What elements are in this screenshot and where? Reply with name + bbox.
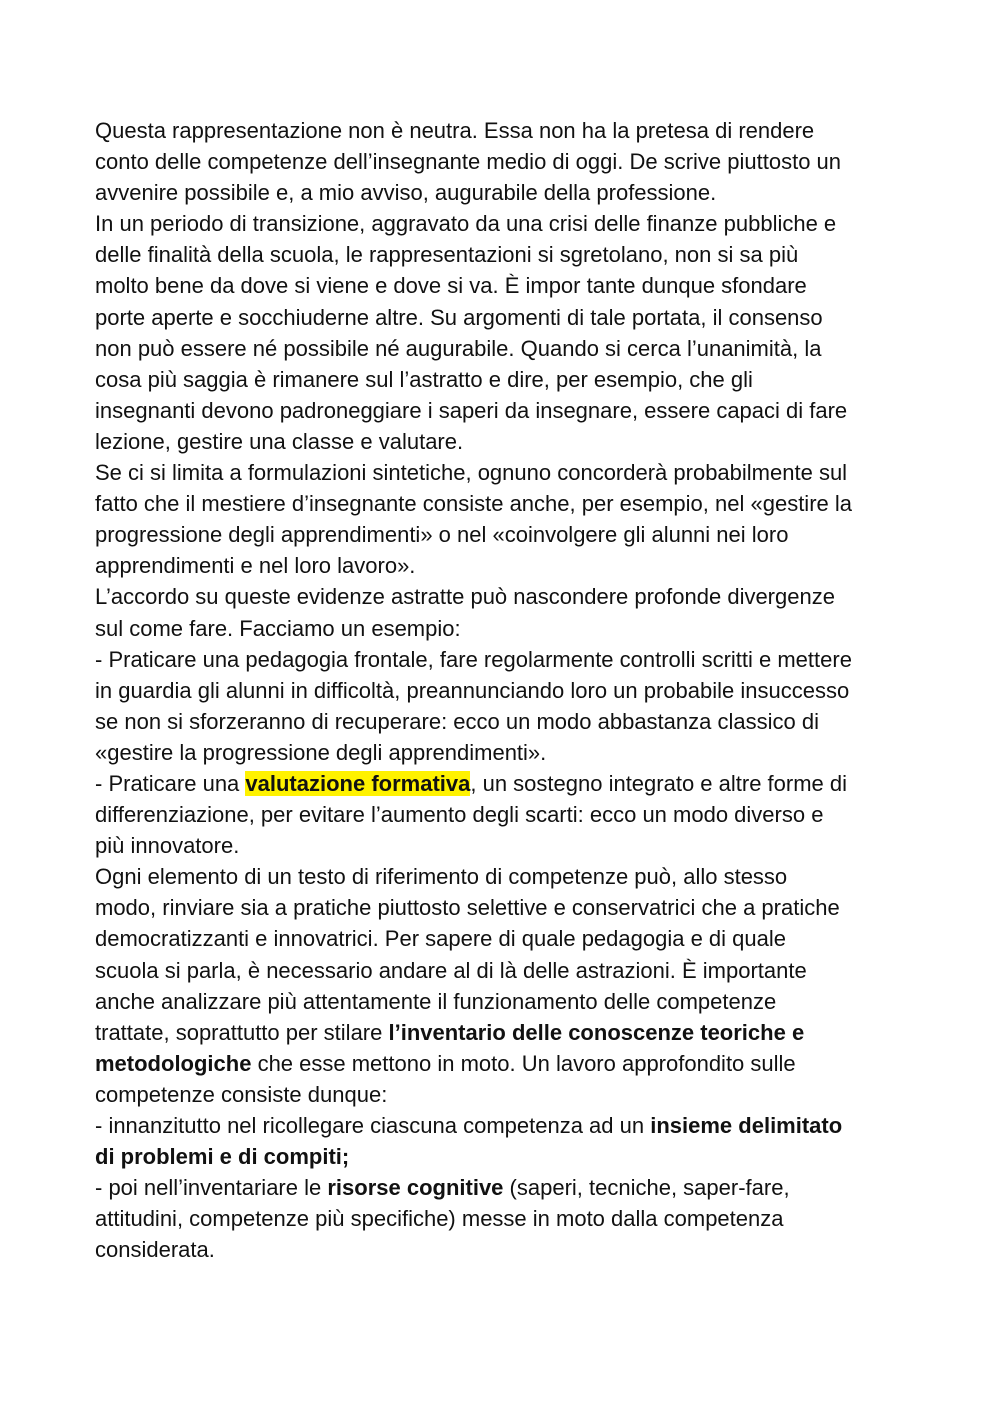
- text-line: [95, 550, 910, 581]
- text-line: [95, 613, 910, 644]
- text-line: [95, 395, 910, 426]
- text-segment: non può essere né possibile né augurabile. Quando si cerca l’unanimità, la: [95, 335, 822, 361]
- text-segment: «gestire la progressione degli apprendimenti».: [95, 739, 547, 765]
- text-line: [95, 1110, 910, 1141]
- text-line: [95, 768, 910, 799]
- bold-text: insieme delimitato: [650, 1113, 843, 1138]
- text-line: [95, 270, 910, 301]
- text-segment: considerata.: [95, 1237, 215, 1263]
- text-line: [95, 675, 910, 706]
- bold-text: risorse cognitive: [327, 1175, 504, 1201]
- text-line: [95, 1017, 910, 1048]
- text-segment: progressione degli apprendimenti» o nel «coinvolgere gli alunni nei loro: [95, 522, 789, 548]
- bold-text: di problemi e di compiti;: [95, 1144, 350, 1170]
- text-line: [95, 892, 910, 923]
- text-line: [95, 1048, 910, 1079]
- text-segment: che esse mettono in moto. Un lavoro approfondito sulle: [251, 1050, 796, 1076]
- text-segment: - innanzitutto nel ricollegare ciascuna competenza ad un: [95, 1113, 651, 1138]
- text-segment: apprendimenti e nel loro lavoro».: [95, 553, 416, 579]
- text-line: [95, 457, 910, 488]
- text-segment: delle finalità della scuola, le rappresentazioni si sgretolano, non si sa più: [95, 242, 799, 268]
- text-segment: - Praticare una pedagogia frontale, fare regolarmente controlli scritti e mettere: [95, 646, 852, 672]
- text-line: [95, 239, 910, 270]
- text-segment: - Praticare una: [95, 770, 246, 796]
- text-segment: scuola si parla, è necessario andare al di là delle astrazioni. È importante: [95, 957, 807, 983]
- text-line: [95, 737, 910, 768]
- text-line: [95, 208, 910, 239]
- text-segment: lezione, gestire una classe e valutare.: [95, 428, 464, 454]
- text-line: [95, 177, 910, 208]
- text-line: [95, 955, 910, 986]
- text-segment: Ogni elemento di un testo di riferimento di competenze può, allo stesso: [95, 864, 788, 890]
- text-line: [95, 799, 910, 830]
- text-segment: più innovatore.: [95, 833, 240, 859]
- text-line: [95, 1172, 910, 1203]
- text-segment: anche analizzare più attentamente il funzionamento delle competenze: [95, 988, 777, 1014]
- text-segment: modo, rinviare sia a pratiche piuttosto selettive e conservatrici che a pratiche: [95, 895, 840, 921]
- text-segment: se non si sforzeranno di recuperare: ecco un modo abbastanza classico di: [95, 708, 819, 734]
- text-line: [95, 644, 910, 675]
- text-segment: In un periodo di transizione, aggravato da una crisi delle finanze pubbliche e: [95, 211, 837, 237]
- text-line: [95, 861, 910, 892]
- text-segment: competenze consiste dunque:: [95, 1081, 388, 1107]
- bold-text: l’inventario delle conoscenze teoriche e: [388, 1019, 805, 1045]
- text-line: [95, 115, 910, 146]
- text-segment: attitudini, competenze più specifiche) messe in moto dalla competenza: [95, 1206, 784, 1232]
- text-segment: fatto che il mestiere d’insegnante consiste anche, per esempio, nel «gestire la: [95, 491, 852, 517]
- text-line: [95, 1203, 910, 1234]
- document-body: [95, 115, 910, 1265]
- text-segment: trattate, soprattutto per stilare: [95, 1019, 389, 1045]
- text-line: [95, 986, 910, 1017]
- text-segment: (saperi, tecniche, saper-fare,: [503, 1175, 790, 1201]
- highlighted-text: valutazione formativa: [245, 770, 471, 796]
- text-line: [95, 364, 910, 395]
- text-segment: insegnanti devono padroneggiare i saperi da insegnare, essere capaci di fare: [95, 397, 848, 423]
- text-segment: differenziazione, per evitare l’aumento degli scarti: ecco un modo diverso e: [95, 802, 824, 828]
- text-line: [95, 1079, 910, 1110]
- document-page: [95, 115, 910, 1265]
- text-segment: avvenire possibile e, a mio avviso, augurabile della professione.: [95, 180, 717, 206]
- text-line: [95, 302, 910, 333]
- text-line: [95, 830, 910, 861]
- text-segment: L’accordo su queste evidenze astratte può nascondere profonde divergenze: [95, 584, 835, 610]
- text-line: [95, 1141, 910, 1172]
- text-segment: in guardia gli alunni in difficoltà, preannunciando loro un probabile insuccesso: [95, 677, 850, 703]
- text-segment: Questa rappresentazione non è neutra. Essa non ha la pretesa di rendere: [95, 118, 815, 143]
- text-segment: sul come fare. Facciamo un esempio:: [95, 615, 461, 641]
- text-line: [95, 519, 910, 550]
- text-segment: conto delle competenze dell’insegnante medio di oggi. De scrive piuttosto un: [95, 149, 842, 175]
- text-line: [95, 426, 910, 457]
- text-segment: Se ci si limita a formulazioni sintetiche, ognuno concorderà probabilmente sul: [95, 460, 848, 486]
- text-segment: porte aperte e socchiuderne altre. Su argomenti di tale portata, il consenso: [95, 304, 823, 330]
- bold-text: metodologiche: [95, 1050, 252, 1076]
- text-segment: democratizzanti e innovatrici. Per sapere di quale pedagogia e di quale: [95, 926, 786, 952]
- text-segment: molto bene da dove si viene e dove si va. È impor tante dunque sfondare: [95, 273, 807, 299]
- text-segment: , un sostegno integrato e altre forme di: [470, 770, 848, 796]
- text-line: [95, 333, 910, 364]
- text-segment: cosa più saggia è rimanere sul l’astratto e dire, per esempio, che gli: [95, 366, 753, 392]
- text-line: [95, 581, 910, 612]
- text-line: [95, 146, 910, 177]
- text-line: [95, 1234, 910, 1265]
- text-segment: - poi nell’inventariare le: [95, 1175, 328, 1201]
- text-line: [95, 923, 910, 954]
- text-line: [95, 488, 910, 519]
- text-line: [95, 706, 910, 737]
